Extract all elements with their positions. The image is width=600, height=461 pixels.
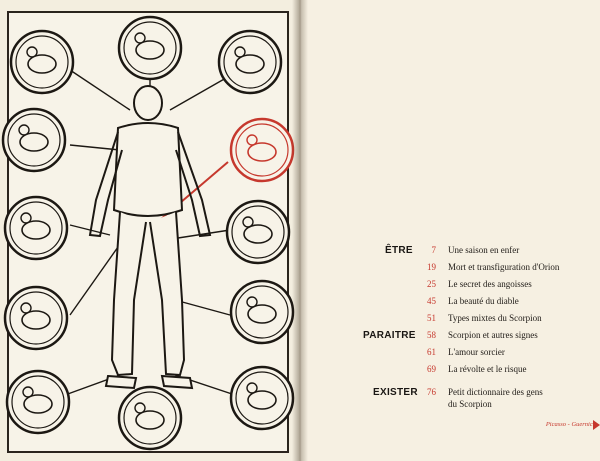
section-title-paraitre: PARAITRE — [363, 330, 416, 341]
section-title-exister: EXISTER — [373, 387, 418, 398]
page-number: 58 — [427, 330, 436, 340]
medallion-twins-icon — [3, 109, 65, 171]
page-number: 76 — [427, 387, 436, 397]
toc-entry-continued: du Scorpion — [448, 399, 492, 409]
medallion-crayfish-icon — [5, 197, 67, 259]
toc-entry: Petit dictionnaire des gens — [448, 387, 543, 397]
medallion-lion-icon — [5, 287, 67, 349]
page-number: 25 — [427, 279, 436, 289]
medallion-goat-icon — [231, 281, 293, 343]
caption-arrow-icon — [593, 420, 600, 430]
toc-entry: L'amour sorcier — [448, 347, 505, 357]
page-number: 69 — [427, 364, 436, 374]
medallion-scorpion-icon — [231, 119, 293, 181]
page-number: 45 — [427, 296, 436, 306]
medallion-fishes-icon — [119, 387, 181, 449]
section-title-etre: ÊTRE — [385, 245, 413, 256]
page-number: 19 — [427, 262, 436, 272]
book-gutter — [292, 0, 308, 461]
toc-entry: Types mixtes du Scorpion — [448, 313, 542, 323]
medallion-archer-icon — [227, 201, 289, 263]
toc-entry: La révolte et le risque — [448, 364, 527, 374]
page-number: 61 — [427, 347, 436, 357]
toc-entry: Mort et transfiguration d'Orion — [448, 262, 560, 272]
medallion-scales-icon — [219, 31, 281, 93]
medallion-water-bearer-icon — [231, 367, 293, 429]
page-number: 7 — [431, 245, 436, 255]
toc-entry: Une saison en enfer — [448, 245, 520, 255]
medallion-virgin-icon — [7, 371, 69, 433]
toc-entry: La beauté du diable — [448, 296, 519, 306]
toc-entry: Le secret des angoisses — [448, 279, 532, 289]
zodiac-man-woodcut — [0, 0, 296, 461]
medallion-bull-icon — [11, 31, 73, 93]
page-number: 51 — [427, 313, 436, 323]
medallion-ram-icon — [119, 17, 181, 79]
right-page — [300, 0, 600, 461]
table-of-contents — [300, 0, 600, 461]
toc-entry: Scorpion et autres signes — [448, 330, 538, 340]
plate-caption: Picasso - Guernica — [545, 421, 596, 428]
